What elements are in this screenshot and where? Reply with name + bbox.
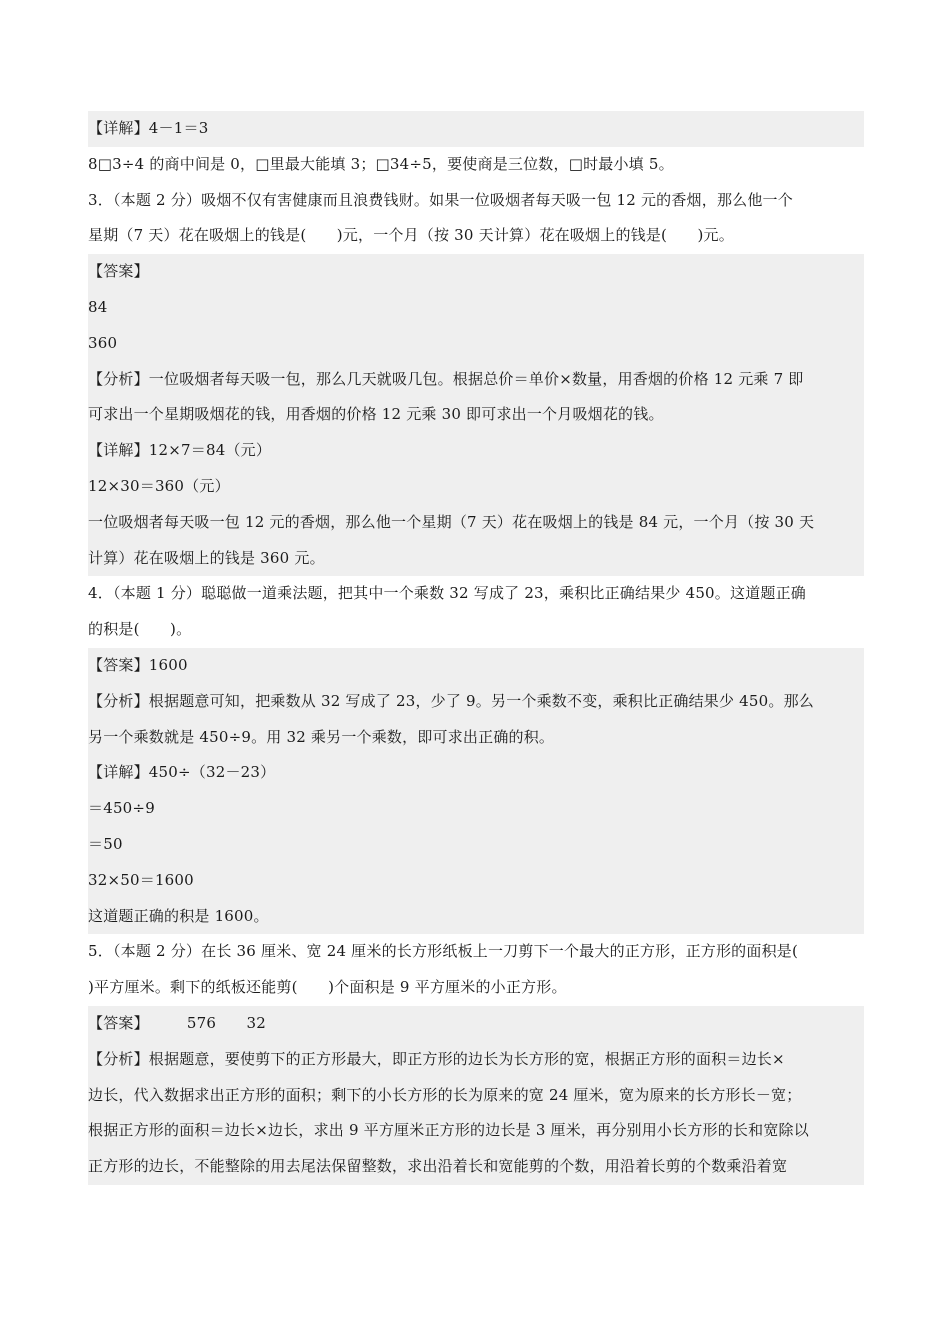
answer-line: 【详解】12×7＝84（元） xyxy=(88,433,864,469)
question-line: )平方厘米。剩下的纸板还能剪( )个面积是 9 平方厘米的小正方形。 xyxy=(88,970,864,1006)
answer-line: 84 xyxy=(88,290,864,326)
question-line: 星期（7 天）花在吸烟上的钱是( )元，一个月（按 30 天计算）花在吸烟上的钱是( )元。 xyxy=(88,218,864,254)
answer-line: 另一个乘数就是 450÷9。用 32 乘另一个乘数，即可求出正确的积。 xyxy=(88,720,864,756)
answer-line: 【详解】450÷（32－23） xyxy=(88,755,864,791)
answer-line: 正方形的边长，不能整除的用去尾法保留整数，求出沿着长和宽能剪的个数，用沿着长剪的个数乘沿着宽 xyxy=(88,1149,864,1185)
answer-line: 12×30＝360（元） xyxy=(88,469,864,505)
answer-line: 边长，代入数据求出正方形的面积；剩下的小长方形的长为原来的宽 24 厘米，宽为原来的长方形长－宽； xyxy=(88,1078,864,1114)
answer-line: 【分析】根据题意可知，把乘数从 32 写成了 23，少了 9。另一个乘数不变，乘积比正确结果少 450。那么 xyxy=(88,684,864,720)
answer-line: 【分析】根据题意，要使剪下的正方形最大，即正方形的边长为长方形的宽，根据正方形的面积＝边长× xyxy=(88,1042,864,1078)
answer-line: 【详解】4－1＝3 xyxy=(88,111,864,147)
question-line: 5．（本题 2 分）在长 36 厘米、宽 24 厘米的长方形纸板上一刀剪下一个最大的正方形，正方形的面积是( xyxy=(88,934,864,970)
answer-line: 360 xyxy=(88,326,864,362)
answer-line: 32×50＝1600 xyxy=(88,863,864,899)
question-line: 的积是( )。 xyxy=(88,612,864,648)
question-line: 3．（本题 2 分）吸烟不仅有害健康而且浪费钱财。如果一位吸烟者每天吸一包 12 元的香烟，那么他一个 xyxy=(88,183,864,219)
answer-line: 【答案】1600 xyxy=(88,648,864,684)
question-line: 8□3÷4 的商中间是 0，□里最大能填 3；□34÷5，要使商是三位数，□时最小填 5。 xyxy=(88,147,864,183)
answer-line: 可求出一个星期吸烟花的钱，用香烟的价格 12 元乘 30 即可求出一个月吸烟花的钱。 xyxy=(88,397,864,433)
answer-line: 这道题正确的积是 1600。 xyxy=(88,899,864,935)
answer-line: 【分析】一位吸烟者每天吸一包，那么几天就吸几包。根据总价＝单价×数量，用香烟的价格 12 元乘 7 即 xyxy=(88,362,864,398)
answer-line: 计算）花在吸烟上的钱是 360 元。 xyxy=(88,541,864,577)
answer-line: ＝450÷9 xyxy=(88,791,864,827)
answer-line: 一位吸烟者每天吸一包 12 元的香烟，那么他一个星期（7 天）花在吸烟上的钱是 84 元，一个月（按 30 天 xyxy=(88,505,864,541)
document-page xyxy=(88,111,864,1185)
answer-line: 【答案】 576 32 xyxy=(88,1006,864,1042)
answer-line: 【答案】 xyxy=(88,254,864,290)
answer-line: 根据正方形的面积＝边长×边长，求出 9 平方厘米正方形的边长是 3 厘米，再分别用小长方形的长和宽除以 xyxy=(88,1113,864,1149)
question-line: 4．（本题 1 分）聪聪做一道乘法题，把其中一个乘数 32 写成了 23，乘积比正确结果少 450。这道题正确 xyxy=(88,576,864,612)
answer-line: ＝50 xyxy=(88,827,864,863)
